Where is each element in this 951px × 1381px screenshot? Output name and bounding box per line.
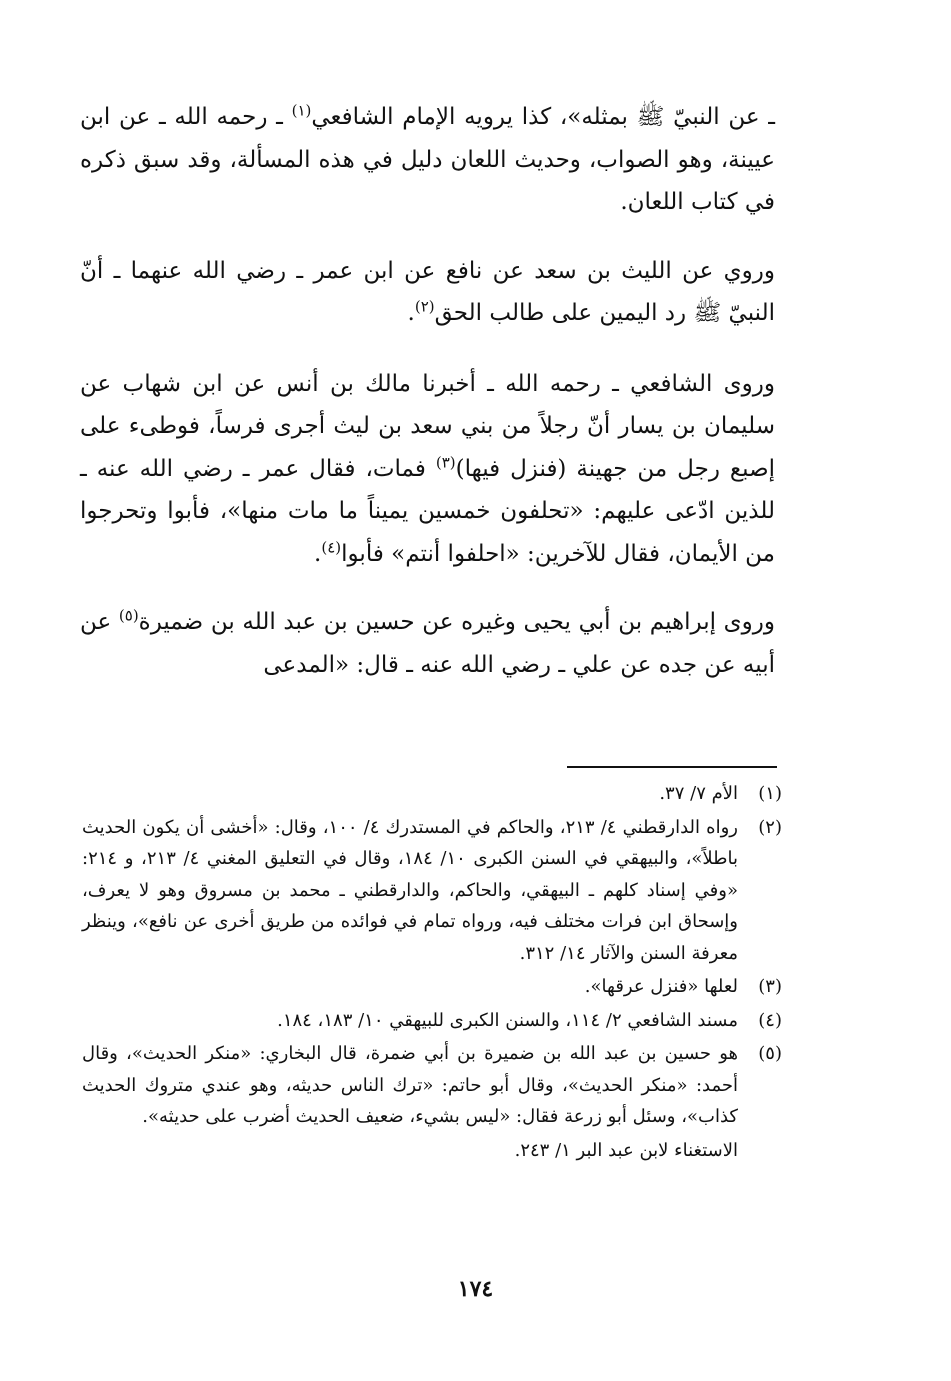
footnote [82, 1038, 782, 1133]
paragraph [80, 363, 775, 576]
paragraph [80, 601, 775, 686]
paragraph-text: . [407, 300, 415, 326]
footnote-number: (٣) [758, 976, 782, 997]
footnote-ref: (٥) [118, 606, 139, 625]
footnote-text: مسند الشافعي ٢/ ١١٤، والسنن الكبرى للبيهقي ١٠/ ١٨٣، ١٨٤. [277, 1009, 738, 1031]
footnote-ref: (١) [291, 101, 312, 120]
paragraph-text: وروى إبراهيم بن أبي يحيى وغيره عن حسين بن عبد الله بن ضميرة [138, 609, 775, 635]
footnote [82, 1005, 782, 1037]
footnote-text: الأم ٧/ ٣٧. [659, 783, 738, 804]
footnote-divider [567, 766, 777, 768]
paragraph-text: . [314, 540, 322, 567]
footnote [82, 778, 782, 810]
footnote-number: (٤) [758, 1009, 782, 1031]
paragraph-text: عن أبيه عن جده عن علي ـ رضي الله عنه ـ قال: «المدعى [80, 609, 775, 678]
footnote-text: هو حسين بن عبد الله بن ضميرة بن أبي ضمرة، قال البخاري: «منكر الحديث»، وقال أحمد: «منكر الحديث»، وقال أبو حاتم: «ترك الناس حديثه، وهو عندي متروك الحديث كذاب»، وسئل أبو زرعة فقال: «ليس بشيء، ضعيف الحديث أضرب على حديثه». [82, 1043, 738, 1127]
footnote-ref: (٤) [321, 537, 342, 556]
main-text [80, 96, 775, 712]
footnote [82, 812, 782, 970]
paragraph-text: فمات، فقال عمر ـ رضي الله عنه ـ للذين ادّعى عليهم: «تحلفون خمسين يميناً ما مات منها»، فأبوا وتحرجوا من الأيمان، فقال للآخرين: «احلفوا أنتم» فأبوا [80, 455, 775, 567]
paragraph [80, 96, 775, 224]
footnote-number: (٢) [758, 816, 782, 838]
footnote-ref: (٢) [414, 297, 435, 316]
paragraph [80, 250, 775, 335]
paragraph-text: وروي عن الليث بن سعد عن نافع عن ابن عمر ـ رضي الله عنهما ـ أنّ النبيّ ﷺ رد اليمين على طالب الحق [80, 257, 775, 326]
footnote-text: رواه الدارقطني ٤/ ٢١٣، والحاكم في المستدرك ٤/ ١٠٠، وقال: «أخشى أن يكون الحديث باطلاً»، والبيهقي في السنن الكبرى ١٠/ ١٨٤، وقال في التعليق المغني ٤/ ٢١٣، و ٢١٤: «وفي إسناد كلهم ـ البيهقي، والحاكم، والدارقطني ـ محمد بن مسروق وهو لا يعرف، وإسحاق ابن فرات مختلف فيه، ورواه تمام في فوائده من طريق أخرى عن نافع»، وينظر معرفة السنن والآثار ١٤/ ٣١٢. [82, 816, 738, 964]
paragraph-text: ـ عن النبيّ ﷺ بمثله»، كذا يرويه الإمام الشافعي [311, 104, 776, 130]
paragraph-text: وروى الشافعي ـ رحمه الله ـ أخبرنا مالك بن أنس عن ابن شهاب عن سليمان بن يسار أنّ رجلاً من بني سعد بن ليث أجرى فرساً، فوطىء على إصبع رجل من جهينة (فنزل فيها) [80, 370, 775, 482]
paragraph-text: ـ رحمه الله ـ عن ابن عيينة، وهو الصواب، وحديث اللعان دليل في هذه المسألة، وقد سبق ذكره في كتاب اللعان. [80, 104, 775, 215]
footnote-source: الاستغناء لابن عبد البر ١/ ٢٤٣. [514, 1139, 738, 1161]
footnote-text: لعلها «فنزل عرقها». [584, 976, 738, 997]
page-number: ١٧٤ [457, 1276, 494, 1302]
footnote-ref: (٣) [435, 452, 456, 471]
footnote-number: (٥) [758, 1043, 782, 1064]
footnotes [82, 778, 782, 1166]
footnote [82, 971, 782, 1003]
footnote-number: (١) [758, 783, 782, 804]
